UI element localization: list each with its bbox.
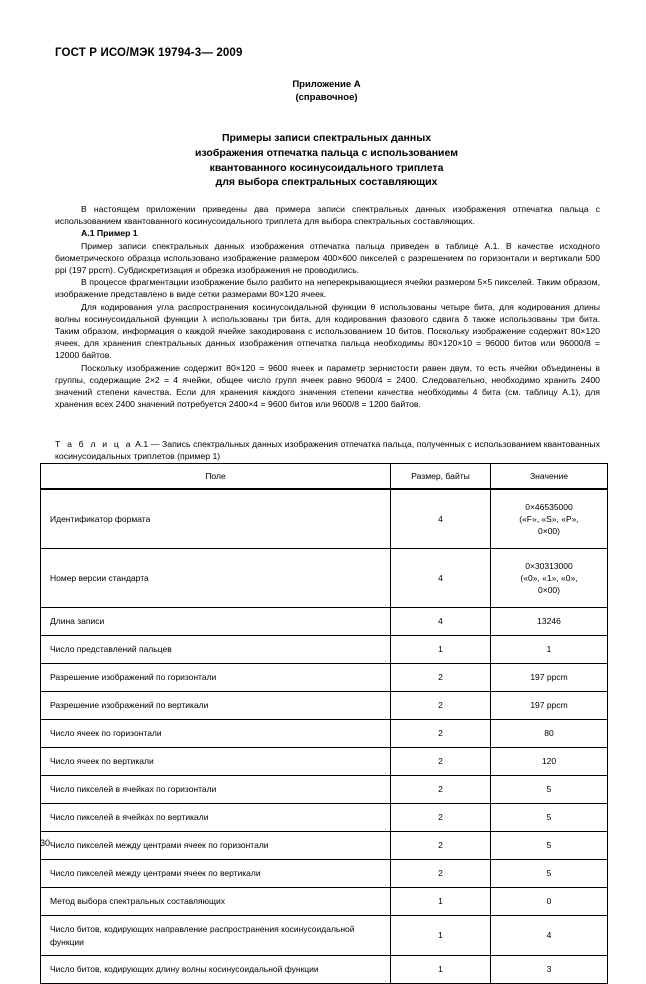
cell-size: 1: [391, 916, 491, 956]
cell-value: [491, 804, 608, 832]
paragraph-fragmentation: В процессе фрагментации изображение было разбито на неперекрывающиеся ячейки размером 5×5 пикселей. Таким образом, изображение представлено в виде сетки размерами 80×120 ячеек.: [55, 277, 600, 300]
page-title-line-2: изображения отпечатка пальца с использованием: [195, 146, 458, 159]
cell-field: Число представлений пальцев: [41, 636, 391, 664]
table-row: [41, 860, 608, 888]
cell-value-line: 0×46535000: [525, 501, 573, 512]
cell-field: Номер версии стандарта: [41, 549, 391, 608]
cell-size: 2: [391, 692, 491, 720]
annex-heading: [0, 78, 646, 104]
cell-value: [491, 636, 608, 664]
table-row: [41, 720, 608, 748]
cell-field: Разрешение изображений по вертикали: [41, 692, 391, 720]
cell-field: Число ячеек по горизонтали: [41, 720, 391, 748]
table-caption-text: — Запись спектральных данных изображения отпечатка пальца, полученных с использованием квантованных косинусоидальных триплетов (пример 1): [55, 439, 601, 462]
table-caption: [55, 438, 600, 462]
cell-size: 2: [391, 860, 491, 888]
cell-field: Идентификатор формата: [41, 489, 391, 549]
table-row: [41, 916, 608, 956]
table-caption-number: А.1: [135, 439, 149, 449]
table-row: [41, 692, 608, 720]
table-row: [41, 636, 608, 664]
cell-value: [491, 888, 608, 916]
cell-value-line: 0: [546, 896, 552, 907]
spectral-data-table: [40, 463, 608, 984]
column-header-size: Размер, байты: [391, 464, 491, 490]
cell-size: 1: [391, 956, 491, 984]
body-text: [55, 203, 600, 410]
cell-value-line: 5: [546, 840, 552, 851]
paragraph-quality: Поскольку изображение содержит 80×120 = 9600 ячеек и параметр зернистости равен двум, то есть ячейки объединены в группы, содержащие 2×2 = 4 ячейки, общее число групп ячеек равно 9600/4 = 2400. Следовательно, необходимо хранить 2400 значений степени качества. Если для хранения каждого значения степени качества необходимы 4 бита (см. таблицу А.1), для хранения всех 2400 значений потребуется 2400×4 = 9600 битов или 9600/8 = 1200 байтов.: [55, 362, 600, 410]
annex-kind: (справочное): [295, 92, 358, 103]
cell-value-line: 0×00): [538, 526, 560, 537]
table-header: [41, 464, 608, 490]
cell-value-line: 1: [546, 644, 552, 655]
cell-value: [491, 489, 608, 549]
table-row: [41, 608, 608, 636]
section-heading-a1: А.1 Пример 1: [81, 228, 138, 239]
cell-value-line: 5: [546, 868, 552, 879]
annex-label: Приложение А: [292, 79, 361, 90]
cell-value: [491, 860, 608, 888]
cell-field: Разрешение изображений по горизонтали: [41, 664, 391, 692]
table-caption-label: Т а б л и ц а: [55, 439, 133, 449]
cell-value-line: 4: [546, 930, 552, 941]
cell-value-line: («0», «1», «0»,: [520, 572, 578, 583]
column-header-field: Поле: [41, 464, 391, 490]
cell-value-line: 3: [546, 964, 552, 975]
cell-value-line: 80: [544, 728, 554, 739]
cell-value: [491, 748, 608, 776]
page-number: 30: [40, 838, 51, 848]
table-row: [41, 549, 608, 608]
cell-value: [491, 608, 608, 636]
cell-value-line: 13246: [537, 616, 561, 627]
paragraph-intro: В настоящем приложении приведены два примера записи спектральных данных изображения отпечатка пальца с использованием квантованного косинусоидального триплета для выбора спектральных составляющих.: [55, 204, 600, 227]
table-row: [41, 956, 608, 984]
cell-value: [491, 832, 608, 860]
cell-size: 1: [391, 888, 491, 916]
cell-size: 2: [391, 804, 491, 832]
table-row: [41, 489, 608, 549]
running-head: ГОСТ Р ИСО/МЭК 19794-3— 2009: [55, 47, 243, 59]
cell-value-line: («F», «S», «P»,: [519, 513, 579, 524]
cell-field: Число пикселей в ячейках по вертикали: [41, 804, 391, 832]
cell-size: 2: [391, 776, 491, 804]
page-title-line-4: для выбора спектральных составляющих: [215, 176, 438, 189]
cell-value-line: 0×30313000: [525, 560, 573, 571]
cell-size: 2: [391, 748, 491, 776]
table-row: [41, 748, 608, 776]
page-title-line-3: квантованного косинусоидального триплета: [209, 161, 444, 174]
paragraph-example-source: Пример записи спектральных данных изображения отпечатка пальца приведен в таблице А.1. В качестве исходного биометрического образца использовано изображение размером 400×600 пикселей с разрешением по горизонтали и вертикали 500 ppi (197 ppcm). Субдискретизация и обрезка изображения не проводились.: [55, 240, 600, 276]
cell-value: [491, 720, 608, 748]
cell-field: Число битов, кодирующих длину волны косинусоидальной функции: [41, 956, 391, 984]
table-body: [41, 489, 608, 984]
cell-field: Число ячеек по вертикали: [41, 748, 391, 776]
cell-size: 4: [391, 549, 491, 608]
page-title-line-1: Примеры записи спектральных данных: [221, 132, 432, 144]
table-row: [41, 804, 608, 832]
cell-field: Число битов, кодирующих направление распространения косинусоидальной функции: [41, 916, 391, 956]
cell-value-line: 0×00): [538, 585, 560, 596]
cell-value-line: 197 ppcm: [530, 700, 568, 711]
cell-size: 2: [391, 664, 491, 692]
cell-field: Метод выбора спектральных составляющих: [41, 888, 391, 916]
cell-size: 4: [391, 608, 491, 636]
cell-value: [491, 664, 608, 692]
table-row: [41, 664, 608, 692]
table-header-row: [41, 464, 608, 490]
table-row: [41, 888, 608, 916]
cell-size: 1: [391, 636, 491, 664]
cell-value: [491, 776, 608, 804]
cell-value-line: 197 ppcm: [530, 672, 568, 683]
column-header-value: Значение: [491, 464, 608, 490]
cell-value-line: 5: [546, 784, 552, 795]
cell-value: [491, 956, 608, 984]
cell-size: 2: [391, 720, 491, 748]
cell-value: [491, 549, 608, 608]
cell-field: Число пикселей между центрами ячеек по горизонтали: [41, 832, 391, 860]
cell-value-line: 5: [546, 812, 552, 823]
cell-field: Число пикселей в ячейках по горизонтали: [41, 776, 391, 804]
cell-field: Длина записи: [41, 608, 391, 636]
cell-value: [491, 916, 608, 956]
cell-value-line: 120: [541, 756, 557, 767]
page-title: [0, 131, 646, 190]
table-row: [41, 776, 608, 804]
cell-value: [491, 692, 608, 720]
table-row: [41, 832, 608, 860]
paragraph-encoding: Для кодирования угла распространения косинусоидальной функции θ использованы четыре бита, для кодирования длины волны косинусоидальной функции λ использованы три бита, для кодирования фазового сдвига δ также использованы три бита. Таким образом, информация о каждой ячейке закодирована с использованием 10 битов. Поскольку изображение содержит 80×120 ячеек, для хранения спектральных данных изображения отпечатка пальца необходимы 80×120×10 = 96000 битов или 96000/8 = 12000 байтов.: [55, 301, 600, 361]
cell-field: Число пикселей между центрами ячеек по вертикали: [41, 860, 391, 888]
cell-size: 2: [391, 832, 491, 860]
cell-size: 4: [391, 489, 491, 549]
